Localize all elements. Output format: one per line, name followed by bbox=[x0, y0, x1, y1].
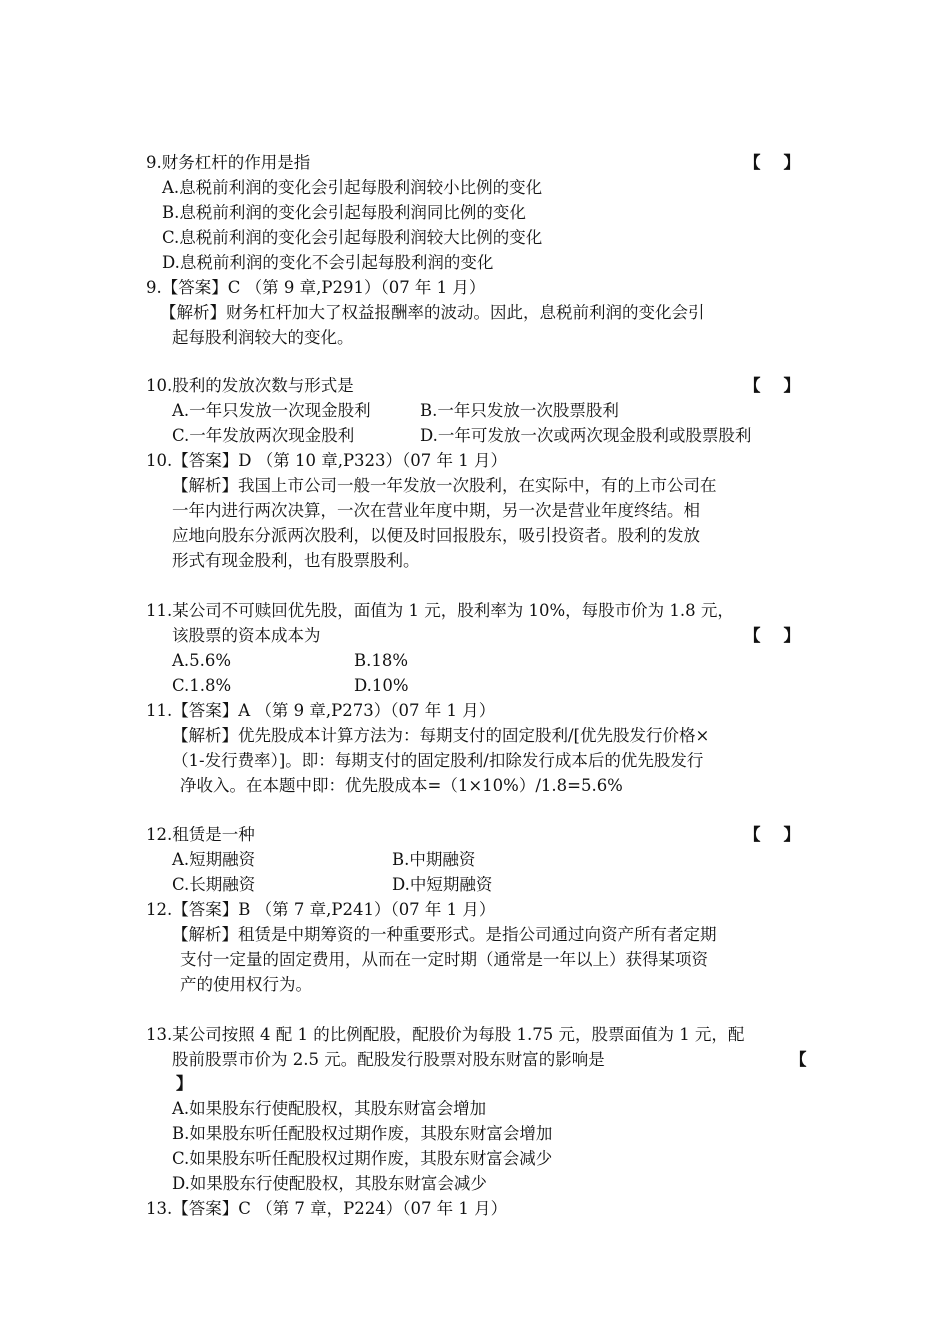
answer-bracket-close: 】 bbox=[176, 1074, 193, 1093]
question-9-answer: 9.【答案】C （第 9 章,P291）（07 年 1 月） bbox=[146, 278, 486, 297]
question-11-option-a: A.5.6% bbox=[172, 651, 232, 670]
question-11-analysis-line: 净收入。在本题中即：优先股成本=（1×10%）/1.8=5.6% bbox=[180, 776, 623, 795]
question-13-stem-continued: 股前股票市价为 2.5 元。配股发行股票对股东财富的影响是 bbox=[172, 1050, 605, 1069]
question-9-option-b: B.息税前利润的变化会引起每股利润同比例的变化 bbox=[162, 203, 526, 222]
answer-bracket: 【 】 bbox=[744, 376, 800, 395]
question-13-answer: 13.【答案】C （第 7 章，P224）（07 年 1 月） bbox=[146, 1199, 508, 1218]
question-10-analysis-line: 应地向股东分派两次股利，以便及时回报股东，吸引投资者。股利的发放 bbox=[172, 526, 700, 545]
question-10-analysis-line: 形式有现金股利，也有股票股利。 bbox=[172, 551, 420, 570]
question-10-option-d: D.一年可发放一次或两次现金股利或股票股利 bbox=[420, 426, 752, 445]
question-12-option-c: C.长期融资 bbox=[172, 875, 256, 894]
question-9-analysis-line: 起每股利润较大的变化。 bbox=[172, 328, 354, 347]
question-13-option-b: B.如果股东听任配股权过期作废，其股东财富会增加 bbox=[172, 1124, 553, 1143]
question-13-option-c: C.如果股东听任配股权过期作废，其股东财富会减少 bbox=[172, 1149, 553, 1168]
question-10-analysis-line: 一年内进行两次决算，一次在营业年度中期，另一次是营业年度终结。相 bbox=[172, 501, 700, 520]
question-12-analysis-line: 支付一定量的固定费用，从而在一定时期（通常是一年以上）获得某项资 bbox=[180, 950, 708, 969]
question-10-option-c: C.一年发放两次现金股利 bbox=[172, 426, 355, 445]
question-10-option-b: B.一年只发放一次股票股利 bbox=[420, 401, 619, 420]
answer-bracket-open: 【 bbox=[790, 1050, 807, 1069]
question-13-stem: 13.某公司按照 4 配 1 的比例配股，配股价为每股 1.75 元，股票面值为 1 元，配 bbox=[146, 1025, 745, 1044]
question-12-option-d: D.中短期融资 bbox=[392, 875, 493, 894]
question-11-analysis-line: （1-发行费率）]。即：每期支付的固定股利/扣除发行成本后的优先股发行 bbox=[172, 751, 704, 770]
answer-bracket: 【 】 bbox=[744, 626, 800, 645]
question-12-analysis-line: 【解析】租赁是中期筹资的一种重要形式。是指公司通过向资产所有者定期 bbox=[172, 925, 717, 944]
question-9-option-a: A.息税前利润的变化会引起每股利润较小比例的变化 bbox=[162, 178, 543, 197]
answer-bracket: 【 】 bbox=[744, 153, 800, 172]
question-12-stem: 12.租赁是一种 bbox=[146, 825, 255, 844]
question-10-answer: 10.【答案】D （第 10 章,P323）（07 年 1 月） bbox=[146, 451, 508, 470]
question-10-analysis-line: 【解析】我国上市公司一般一年发放一次股利，在实际中，有的上市公司在 bbox=[172, 476, 717, 495]
question-11-stem: 11.某公司不可赎回优先股，面值为 1 元，股利率为 10%，每股市价为 1.8 元， bbox=[146, 601, 734, 620]
question-11-option-d: D.10% bbox=[354, 676, 409, 695]
question-9-option-d: D.息税前利润的变化不会引起每股利润的变化 bbox=[162, 253, 494, 272]
question-13-option-d: D.如果股东行使配股权，其股东财富会减少 bbox=[172, 1174, 487, 1193]
question-11-answer: 11.【答案】A （第 9 章,P273）（07 年 1 月） bbox=[146, 701, 496, 720]
question-10-option-a: A.一年只发放一次现金股利 bbox=[172, 401, 371, 420]
question-11-option-c: C.1.8% bbox=[172, 676, 232, 695]
question-9-stem: 9.财务杠杆的作用是指 bbox=[146, 153, 311, 172]
question-12-answer: 12.【答案】B （第 7 章,P241）（07 年 1 月） bbox=[146, 900, 496, 919]
question-11-analysis-line: 【解析】优先股成本计算方法为：每期支付的固定股利/[优先股发行价格× bbox=[172, 726, 710, 745]
question-11-option-b: B.18% bbox=[354, 651, 409, 670]
question-13-option-a: A.如果股东行使配股权，其股东财富会增加 bbox=[172, 1099, 487, 1118]
question-9-analysis-line: 【解析】财务杠杆加大了权益报酬率的波动。因此，息税前利润的变化会引 bbox=[160, 303, 705, 322]
question-11-stem-continued: 该股票的资本成本为 bbox=[172, 626, 321, 645]
question-10-stem: 10.股利的发放次数与形式是 bbox=[146, 376, 354, 395]
answer-bracket: 【 】 bbox=[744, 825, 800, 844]
question-12-option-b: B.中期融资 bbox=[392, 850, 476, 869]
question-9-option-c: C.息税前利润的变化会引起每股利润较大比例的变化 bbox=[162, 228, 543, 247]
question-12-analysis-line: 产的使用权行为。 bbox=[180, 975, 312, 994]
question-12-option-a: A.短期融资 bbox=[172, 850, 256, 869]
